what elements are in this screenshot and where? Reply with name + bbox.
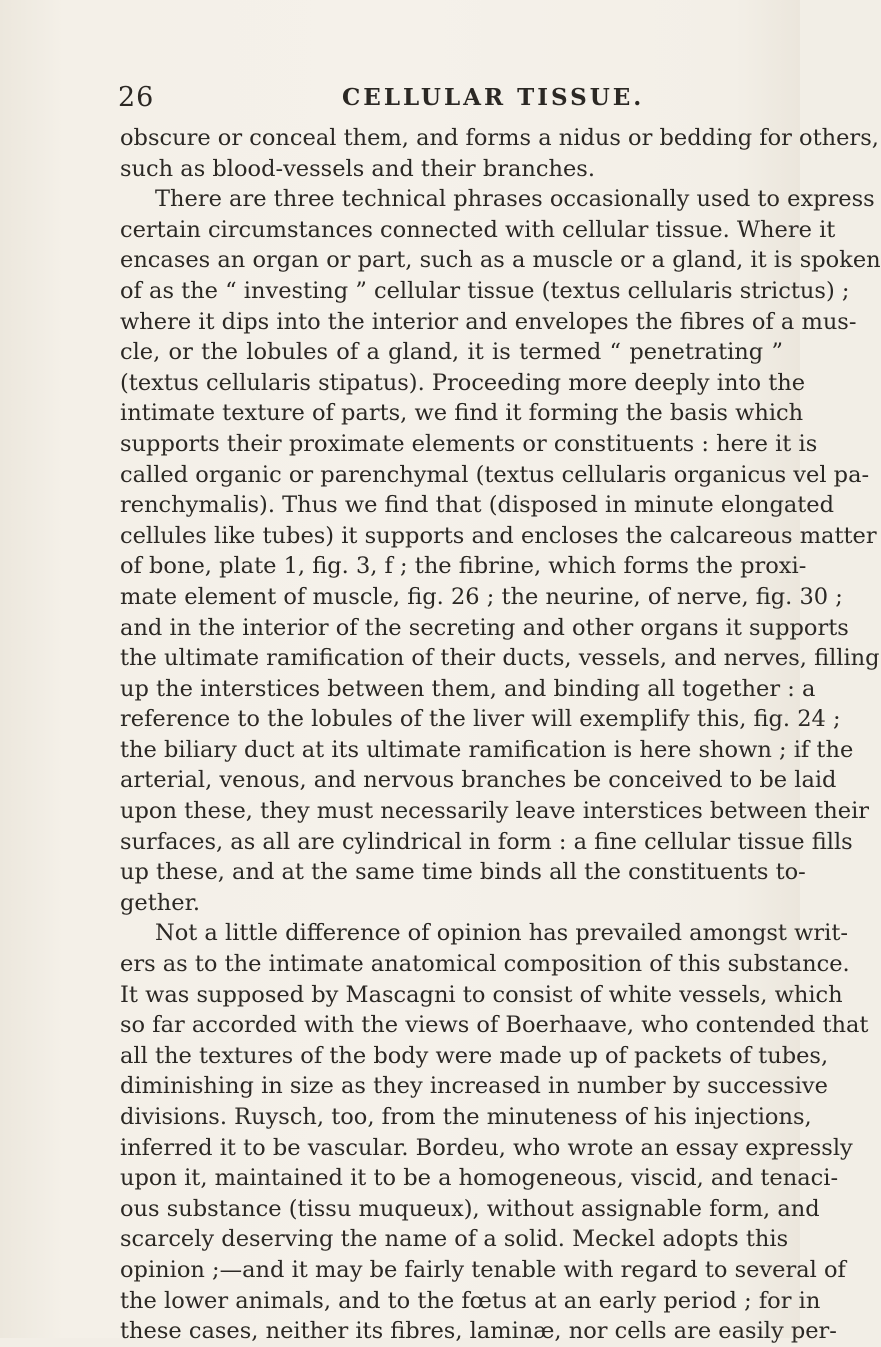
body-text bbox=[120, 123, 881, 1347]
text-line: arterial, venous, and nervous branches be conceived to be laid bbox=[120, 767, 837, 794]
text-line: ers as to the intimate anatomical composition of this substance. bbox=[120, 951, 850, 978]
text-line: the ultimate ramification of their ducts, vessels, and nerves, filling bbox=[120, 645, 880, 672]
text-line: the lower animals, and to the fœtus at an early period ; for in bbox=[120, 1287, 821, 1314]
text-line: upon these, they must necessarily leave interstices between their bbox=[120, 798, 870, 825]
text-line: Not a little difference of opinion has prevailed amongst writ- bbox=[155, 920, 848, 947]
text-line: divisions. Ruysch, too, from the minuteness of his injections, bbox=[120, 1104, 812, 1130]
text-line: gether. bbox=[120, 889, 201, 916]
text-line: up the interstices between them, and binding all together : a bbox=[120, 675, 816, 702]
text-line: supports their proximate elements or constituents : here it is bbox=[120, 430, 818, 457]
text-line: certain circumstances connected with cellular tissue. Where it bbox=[120, 216, 836, 243]
text-line: renchymalis). Thus we find that (disposed in minute elongated bbox=[120, 492, 835, 519]
text-line: mate element of muscle, fig. 26 ; the neurine, of nerve, fig. 30 ; bbox=[120, 583, 843, 610]
text-line: up these, and at the same time binds all the constituents to- bbox=[120, 859, 806, 886]
paragraph-2 bbox=[120, 184, 881, 918]
text-line: upon it, maintained it to be a homogeneous, viscid, and tenaci- bbox=[120, 1165, 839, 1192]
text-line: ous substance (tissu muqueux), without assignable form, and bbox=[120, 1195, 820, 1222]
text-line: the biliary duct at its ultimate ramification is here shown ; if the bbox=[120, 736, 854, 763]
text-line: all the textures of the body were made up of packets of tubes, bbox=[120, 1042, 829, 1069]
text-line: encases an organ or part, such as a muscle or a gland, it is spoken bbox=[120, 247, 881, 274]
text-line: called organic or parenchymal (textus cellularis organicus vel pa- bbox=[120, 461, 870, 488]
page-header bbox=[118, 82, 778, 122]
text-line: It was supposed by Mascagni to consist of white vessels, which bbox=[120, 981, 843, 1008]
paragraph-3 bbox=[120, 918, 869, 1346]
text-line: (textus cellularis stipatus). Proceeding more deeply into the bbox=[120, 369, 806, 396]
text-line: reference to the lobules of the liver will exemplify this, fig. 24 ; bbox=[120, 706, 841, 733]
text-line: such as blood-vessels and their branches. bbox=[120, 155, 596, 182]
text-line: these cases, neither its fibres, laminæ, nor cells are easily per- bbox=[120, 1318, 837, 1345]
text-line: opinion ;—and it may be fairly tenable with regard to several of bbox=[120, 1256, 846, 1283]
text-line: intimate texture of parts, we find it forming the basis which bbox=[120, 400, 804, 427]
text-line: obscure or conceal them, and forms a nidus or bedding for others, bbox=[120, 125, 879, 151]
text-line: so far accorded with the views of Boerhaave, who contended that bbox=[120, 1012, 869, 1039]
text-line: inferred it to be vascular. Bordeu, who wrote an essay expressly bbox=[120, 1134, 853, 1161]
text-line: surfaces, as all are cylindrical in form : a fine cellular tissue fills bbox=[120, 828, 853, 855]
paragraph-1 bbox=[120, 123, 879, 184]
text-line: scarcely deserving the name of a solid. Meckel adopts this bbox=[120, 1226, 789, 1253]
page-number: 26 bbox=[118, 82, 155, 113]
running-head: CELLULAR TISSUE. bbox=[342, 84, 645, 111]
text-line: cle, or the lobules of a gland, it is termed “ penetrating ” bbox=[120, 339, 783, 366]
text-line: of bone, plate 1, fig. 3, f ; the fibrine, which forms the proxi- bbox=[120, 553, 807, 580]
text-line: cellules like tubes) it supports and encloses the calcareous matter bbox=[120, 522, 877, 549]
text-line: where it dips into the interior and envelopes the fibres of a mus- bbox=[120, 308, 857, 335]
text-line: diminishing in size as they increased in number by successive bbox=[120, 1073, 828, 1100]
text-line: There are three technical phrases occasionally used to express bbox=[155, 186, 875, 213]
text-line: and in the interior of the secreting and other organs it supports bbox=[120, 614, 849, 641]
text-line: of as the “ investing ” cellular tissue (textus cellularis strictus) ; bbox=[120, 277, 850, 304]
